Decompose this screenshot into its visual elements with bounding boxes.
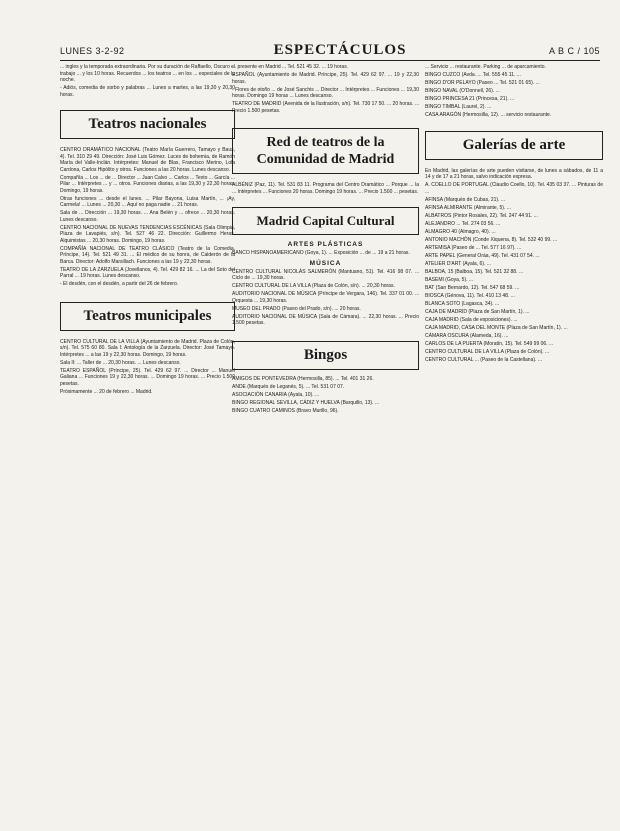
listing-entry: CÁMARA OSCURA (Alameda, 16). ... <box>425 332 509 339</box>
subheading-artes-plasticas: ARTES PLÁSTICAS <box>287 241 364 248</box>
paragraph: - Adiós, comedia de sorbo y palabras ... Lunes a martes, a las 19,30 y 20,30 horas. <box>60 85 235 98</box>
listing-entry: ASOCIACIÓN CANARIA (Ayala, 10). ... <box>232 391 320 398</box>
listing-entry: BINGO D'OR PELAYO (Paseo ... Tel. 521 01 65). ... <box>425 80 540 86</box>
listing-entry: En Madrid, las galerías de arte pueden visitarse, de lunes a sábados, de 11 a 14 y de 17 a 21 horas, salvo indicación expresa. <box>425 167 603 180</box>
musica-listing <box>232 269 419 327</box>
listing-entry: CARLOS DE LA PUERTA (Moratín, 15). Tel. 549 99 06. ... <box>425 340 554 347</box>
listing-entry: ANDE (Marqués de Leganés, 5). ... Tel. 531 07 07. <box>232 383 345 390</box>
listing-entry: COMPAÑÍA NACIONAL DE TEATRO CLÁSICO (Teatro de la Comedia, Príncipe, 14). Tel. 521 49 31. ... El médico de su honra, de Calderón de la Barca. Director: Adolfo Marsillach. Funciones a las 19 y 22,30 horas. <box>60 245 235 265</box>
listing-entry: TEATRO DE MADRID (Avenida de la Ilustración, s/n). Tel. 730 17 50. ... 20 horas. ... Precio 1.500 pesetas. <box>232 101 419 114</box>
paragraph: ... ingles y la temporada extraordinaria. Por su duración de Raffaello, Oscuro el trabajo ... y los 10 horas. Recuerdos ... los teatros ... en los ... especiales de la noche. <box>60 64 235 83</box>
bingos-listing <box>232 376 419 415</box>
heading-galerias-de-arte: Galerías de arte <box>425 131 603 160</box>
listing-entry: ARTE PAPEL (General Oráa, 49). Tel. 431 07 54. ... <box>425 252 540 259</box>
listing-entry: BASEMI (Goya, 5). ... <box>425 276 474 283</box>
listing-entry: ... presente en Madrid ... Tel. 521 45 32. ... 19 horas. <box>232 64 349 70</box>
listing-entry: ESPAÑOL (Ayuntamiento de Madrid. Príncipe, 25). Tel. 429 62 97. ... 19 y 22,30 horas. <box>232 72 419 85</box>
listing-entry: BINGO PRINCESA 21 (Princesa, 21). ... <box>425 96 515 102</box>
col2-intro <box>232 64 419 114</box>
listing-entry: - Flores de otoño ... de José Sanchis ... Director ... Intérpretes ... Funciones ... 19,30 horas. Domingo 19 horas ... Lunes descanso. <box>232 86 419 99</box>
teatros-municipales-listing <box>60 339 235 396</box>
listing-entry: CENTRO DRAMÁTICO NACIONAL (Teatro María Guerrero, Tamayo y Baus, 4). Tel. 310 29 49. Dirección: José Luis Gómez. Luces de bohemia, de Ramón María del Valle-Inclán. Intérpretes: Manuel de Blas, Francisco Merino, Lola Cardona, Carlos Hipólito y otros. Funciones a las 20 horas. Lunes descanso. <box>60 147 235 173</box>
column-right <box>425 64 603 809</box>
listing-entry: CENTRO NACIONAL DE NUEVAS TENDENCIAS ESCÉNICAS (Sala Olimpia, Plaza de Lavapiés, s/n). Tel. 527 46 22. Dirección: Guillermo Heras. Alquimistas ... 20,30 horas. Domingo, 19 horas. <box>60 224 235 244</box>
listing-entry: CENTRO CULTURAL DE LA VILLA (Plaza de Colón). ... <box>425 348 550 355</box>
listing-entry: ALEJANDRO ... Tel. 274 03 56. ... <box>425 220 501 227</box>
listing-entry: BAT (San Bernardo, 12). Tel. 547 68 59. ... <box>425 284 520 291</box>
listing-entry: CENTRO CULTURAL DE LA VILLA (Plaza de Colón, s/n). ... 20,30 horas. <box>232 283 395 289</box>
teatros-nacionales-listing <box>60 147 235 288</box>
listing-entry: CAJA MADRID, CASA DEL MONTE (Plaza de San Martín, 1). ... <box>425 324 568 331</box>
listing-entry: BALBOA, 15 (Balboa, 15). Tel. 521 32 88. ... <box>425 268 524 275</box>
galerias-listing <box>425 168 603 364</box>
listing-entry: AFINSA ALMIRANTE (Almirante, 5). ... <box>425 204 511 211</box>
listing-entry: AMIGOS DE PONTEVEDRA (Hermosilla, 85). ... Tel. 401 31 26. <box>232 375 374 382</box>
red-teatros-listing <box>232 182 419 195</box>
listing-entry: BIOSCA (Génova, 11). Tel. 410 13 48. ... <box>425 292 515 299</box>
heading-teatros-municipales: Teatros municipales <box>60 302 235 331</box>
subheading-musica: MÚSICA <box>309 259 342 267</box>
heading-red-teatros: Red de teatros de la Comunidad de Madrid <box>232 128 419 174</box>
listing-entry: A. COELLO DE PORTUGAL (Claudio Coello, 10). Tel. 435 03 37. ... Pinturas de ... <box>425 182 603 195</box>
listing-entry: TEATRO ESPAÑOL (Príncipe, 25). Tel. 429 62 97. ... Director ... Manuel Galiana ... Funciones 19 y 22,30 horas. ... Domingo 19 horas. ... Precio 1.500 pesetas. <box>60 367 235 387</box>
artes-listing <box>232 250 419 257</box>
listing-entry: MUSEO DEL PRADO (Paseo del Prado, s/n). ... 20 horas. <box>232 305 361 312</box>
column-middle <box>232 64 419 809</box>
listing-entry: ARTEMISA (Paseo de ... Tel. 577 16 97). ... <box>425 244 522 251</box>
listing-entry: BLANCA SOTO (Lagasca, 34). ... <box>425 300 500 307</box>
listing-entry: Próximamente ... 20 de febrero ... Madrid. <box>60 388 153 395</box>
column-left <box>60 64 235 809</box>
listing-entry: CENTRO CULTURAL ... (Paseo de la Castellana). ... <box>425 356 542 363</box>
listing-entry: Sala II: ... Taller de ... 20,30 horas. ... Lunes descanso. <box>60 359 181 366</box>
listing-entry: CAJA DE MADRID (Plaza de San Martín, 1). ... <box>425 308 530 315</box>
listing-entry: CAJA MADRID (Sala de exposiciones). ... <box>425 316 518 323</box>
section-title: ESPECTÁCULOS <box>273 42 407 58</box>
listing-entry: - El desdén, con el desdén, a partir del 26 de febrero. <box>60 281 179 287</box>
listing-entry: CENTRO CULTURAL DE LA VILLA (Ayuntamiento de Madrid. Plaza de Colón, s/n). Tel. 575 60 80. Sala I: Antología de la Zarzuela. Director: José Tamayo. Intérpretes ... a las 19 y 22,30 horas. Domingo, 19 horas. <box>60 338 235 358</box>
listing-entry: Compañía ... Los ... de ... Director ... Juan Calvo ... Carlos ... Texto ... García ... Pilar ... Intérpretes ... y ... otros. Funciones diarias, a las 19,30 y 22,30 horas. Domingo, 19 horas. <box>60 174 235 194</box>
listing-entry: ALBATROS (Pintor Rosales, 22). Tel. 247 44 91. ... <box>425 212 538 219</box>
listing-entry: BINGO TIMBAL (Laurel, 2). ... <box>425 104 492 110</box>
col3-intro <box>425 64 603 119</box>
listing-entry: CENTRO CULTURAL NICOLÁS SALMERÓN (Mantuano, 51). Tel. 416 98 07. ... Ciclo de ... 19,30 horas. <box>232 268 419 281</box>
listing-entry: AUDITORIO NACIONAL DE MÚSICA (Sala de Cámara). ... 22,30 horas. ... Precio 1.500 pesetas. <box>232 313 419 326</box>
issue-date: LUNES 3-2-92 <box>60 46 125 56</box>
listing-entry: Sala de ... Dirección ... 19,30 horas. ... Ana Belén y ... ofrece ... 20,30 horas. Lunes descanso. <box>60 210 235 223</box>
listing-entry: AUDITORIO NACIONAL DE MÚSICA (Príncipe de Vergara, 146). Tel. 337 01 00. ... Orquesta ... 19,30 horas. <box>232 291 419 304</box>
listing-entry: ATELIER D'ART (Ayala, 6). ... <box>425 260 491 267</box>
listing-entry: Otras funciones ... desde el lunes. ... Pilar Bayona, Luisa Martín, ... ¡Ay, Carmela! ... Lunes ... 20,30 ... Aquí no paga nadie ... 21 horas. <box>60 195 235 208</box>
page-number: A B C / 105 <box>548 46 600 56</box>
listing-entry: BINGO CUZCO (Avda. ... Tel. 555 45 11. ... <box>425 72 521 78</box>
listing-entry: BINGO NAVAL (O'Donnell, 26). ... <box>425 88 500 94</box>
listing-entry: BANCO HISPANOAMERICANO (Goya, 1). ... Exposición ... de ... 19 a 21 horas. <box>232 250 410 256</box>
listing-entry: TEATRO DE LA ZARZUELA (Jovellanos, 4). Tel. 429 82 16. ... La del Soto del Parral ... 19 horas. Lunes descanso. <box>60 266 235 279</box>
listing-entry: ALBÉNIZ (Paz, 11). Tel. 531 83 11. Programa del Centro Dramático ... Porque ... la ... Intérpretes ... Funciones 20 horas. Domingo 19 horas. ... Precio 1.500 ... pesetas. <box>232 182 419 195</box>
heading-teatros-nacionales: Teatros nacionales <box>60 110 235 139</box>
listing-entry: AFINSA (Marqués de Cubas, 21). ... <box>425 196 506 203</box>
listing-entry: BINGO CUATRO CAMINOS (Bravo Murillo, 96). <box>232 407 339 414</box>
col1-intro <box>60 64 235 98</box>
heading-madrid-capital-cultural: Madrid Capital Cultural <box>232 207 419 235</box>
listing-entry: CASA ARAGÓN (Hermosilla, 12). ... servicio restaurante. <box>425 112 552 118</box>
heading-bingos: Bingos <box>232 341 419 370</box>
listing-entry: BINGO REGIONAL SEVILLA, CÁDIZ Y HUELVA (Barquillo, 13). ... <box>232 399 379 406</box>
page-header <box>60 42 600 61</box>
listing-entry: ANTONIO MACHÓN (Conde Xiquena, 8). Tel. 532 40 99. ... <box>425 236 558 243</box>
listing-entry: ALMAGRO 40 (Almagro, 40). ... <box>425 228 496 235</box>
listing-entry: ... Servicio ... restaurante. Parking ... de aparcamiento. <box>425 64 546 70</box>
